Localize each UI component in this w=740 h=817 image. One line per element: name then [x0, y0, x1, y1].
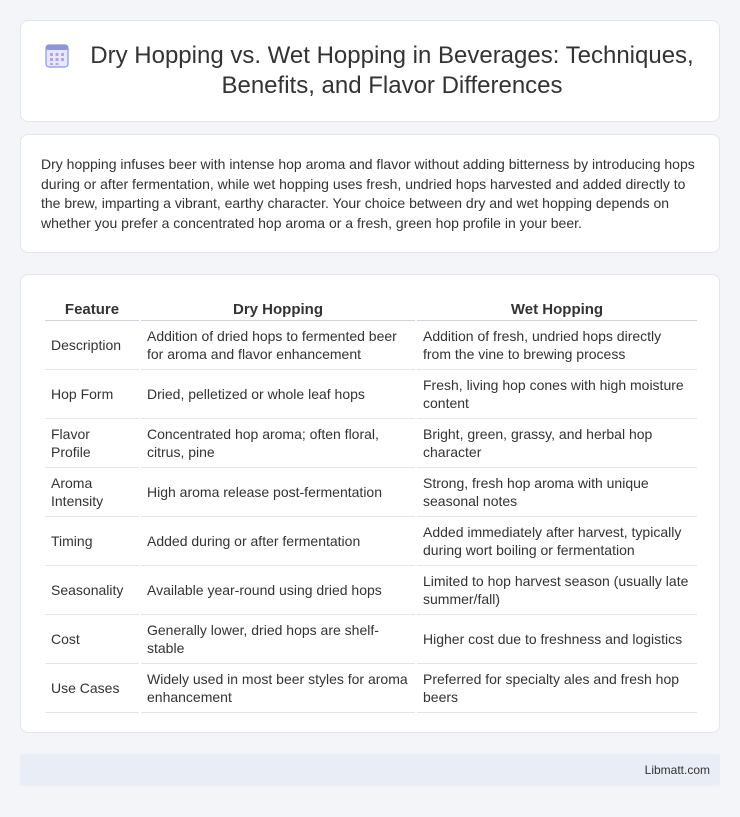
comparison-table	[43, 295, 699, 713]
cell-feature: Aroma Intensity	[45, 468, 139, 517]
cell-wet: Higher cost due to freshness and logistics	[417, 615, 697, 664]
cell-dry: Widely used in most beer styles for aroma enhancement	[141, 664, 415, 713]
cell-wet: Bright, green, grassy, and herbal hop character	[417, 419, 697, 468]
cell-dry: Addition of dried hops to fermented beer for aroma and flavor enhancement	[141, 321, 415, 370]
comparison-table-card	[20, 274, 720, 733]
cell-dry: Generally lower, dried hops are shelf-stable	[141, 615, 415, 664]
cell-wet: Preferred for specialty ales and fresh hop beers	[417, 664, 697, 713]
table-row	[45, 370, 697, 419]
cell-feature: Flavor Profile	[45, 419, 139, 468]
footer-site-link[interactable]: Libmatt.com	[644, 763, 710, 777]
table-row	[45, 321, 697, 370]
cell-feature: Description	[45, 321, 139, 370]
cell-dry: Added during or after fermentation	[141, 517, 415, 566]
title-wrap	[43, 41, 697, 101]
cell-feature: Timing	[45, 517, 139, 566]
footer	[20, 754, 720, 786]
cell-wet: Limited to hop harvest season (usually late summer/fall)	[417, 566, 697, 615]
intro-card	[20, 134, 720, 253]
cell-feature: Hop Form	[45, 370, 139, 419]
page-title: Dry Hopping vs. Wet Hopping in Beverages: Techniques, Benefits, and Flavor Differences	[90, 42, 694, 99]
cell-feature: Seasonality	[45, 566, 139, 615]
table-row	[45, 615, 697, 664]
table-header-row	[45, 295, 697, 321]
cell-wet: Added immediately after harvest, typically during wort boiling or fermentation	[417, 517, 697, 566]
table-row	[45, 566, 697, 615]
cell-wet: Addition of fresh, undried hops directly from the vine to brewing process	[417, 321, 697, 370]
header-feature: Feature	[45, 295, 139, 321]
header-dry-hopping: Dry Hopping	[141, 295, 415, 321]
intro-paragraph: Dry hopping infuses beer with intense hop aroma and flavor without adding bitterness by introducing hops during or after fermentation, while wet hopping uses fresh, undried hops harvested and added directly to the brew, imparting a vibrant, earthy character. Your choice between dry and wet hopping depends on whether you prefer a concentrated hop aroma or a fresh, green hop profile in your beer.	[41, 156, 695, 231]
cell-wet: Fresh, living hop cones with high moisture content	[417, 370, 697, 419]
cell-dry: Concentrated hop aroma; often floral, citrus, pine	[141, 419, 415, 468]
cell-dry: Available year-round using dried hops	[141, 566, 415, 615]
table-row	[45, 419, 697, 468]
table-row	[45, 468, 697, 517]
header-wet-hopping: Wet Hopping	[417, 295, 697, 321]
table-row	[45, 517, 697, 566]
cell-wet: Strong, fresh hop aroma with unique seasonal notes	[417, 468, 697, 517]
table-row	[45, 664, 697, 713]
cell-dry: Dried, pelletized or whole leaf hops	[141, 370, 415, 419]
title-card	[20, 20, 720, 122]
cell-feature: Use Cases	[45, 664, 139, 713]
calendar-grid-icon	[43, 41, 73, 71]
cell-feature: Cost	[45, 615, 139, 664]
cell-dry: High aroma release post-fermentation	[141, 468, 415, 517]
